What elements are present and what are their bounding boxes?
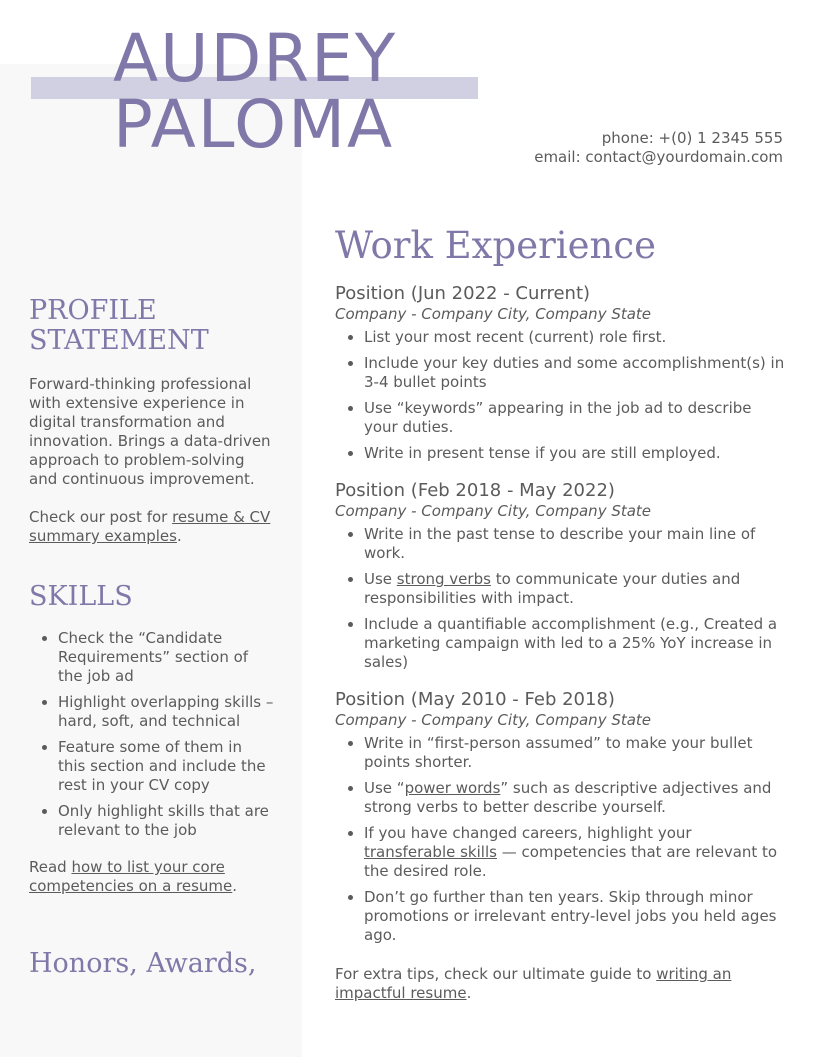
core-competencies-link[interactable]: how to list your core competencies on a resume — [29, 858, 233, 895]
job-bullet: • Write in “first-person assumed” to make your bullet points shorter. — [364, 734, 785, 772]
honors-title: Honors, Awards, — [29, 948, 257, 979]
bullet-text: Use “ — [364, 779, 405, 797]
extra-tips-note — [335, 965, 785, 1003]
bullet-text: ” such as descriptive adjectives and strong verbs to better describe yourself. — [364, 779, 772, 816]
job-bullet: • Include your key duties and some accomplishment(s) in 3-4 bullet points — [364, 354, 785, 392]
job-bullet: • Use “keywords” appearing in the job ad to describe your duties. — [364, 399, 785, 437]
skills-title: SKILLS — [29, 581, 133, 612]
sidebar — [29, 296, 274, 979]
read-prefix: Read — [29, 858, 72, 876]
job-bullets — [335, 328, 785, 463]
job-bullet: • Write in the past tense to describe your main line of work. — [364, 525, 785, 563]
work-experience-title: Work Experience — [335, 224, 656, 267]
profile-check-note — [29, 508, 274, 546]
skills-read-note — [29, 858, 274, 896]
bullet-text: If you have changed careers, highlight your — [364, 824, 692, 842]
skill-item: • Check the “Candidate Requirements” section of the job ad — [58, 629, 274, 686]
job-position: Position (Jun 2022 - Current) — [335, 283, 591, 304]
strong-verbs-link[interactable]: strong verbs — [396, 570, 491, 588]
transferable-skills-link[interactable]: transferable skills — [364, 843, 497, 861]
profile-title — [29, 296, 274, 356]
profile-text: Forward-thinking professional with extensive experience in digital transformation and innovation. Brings a data-driven approach to problem-solving and continuous improvement. — [29, 375, 271, 488]
bullet-text: — competencies that are relevant to the desired role. — [364, 843, 778, 880]
job-entry — [335, 689, 785, 945]
read-suffix: . — [232, 877, 238, 895]
job-bullets — [335, 734, 785, 945]
skills-list — [29, 629, 274, 840]
job-entry — [335, 283, 785, 463]
skill-item: • Feature some of them in this section and include the rest in your CV copy — [58, 738, 274, 795]
job-company: Company - Company City, Company State — [335, 711, 652, 729]
main-content — [335, 224, 785, 1003]
candidate-name — [113, 20, 398, 163]
impactful-resume-link[interactable]: writing an impactful resume — [335, 965, 732, 1002]
job-bullet: • Write in present tense if you are still employed. — [364, 444, 785, 463]
check-prefix: Check our post for — [29, 508, 173, 526]
last-name: PALOMA — [113, 86, 395, 163]
job-bullet: • Include a quantifiable accomplishment (e.g., Created a marketing campaign with led to a 25% YoY increase in sales) — [364, 615, 785, 672]
tips-suffix: . — [466, 984, 472, 1002]
bullet-text: to communicate your duties and responsibilities with impact. — [364, 570, 741, 607]
tips-prefix: For extra tips, check our ultimate guide to — [335, 965, 657, 983]
bullet-text: Use — [364, 570, 397, 588]
first-name: AUDREY — [113, 20, 398, 97]
job-bullets — [335, 525, 785, 672]
job-company: Company - Company City, Company State — [335, 305, 652, 323]
profile-title-line2: STATEMENT — [29, 325, 209, 356]
job-company: Company - Company City, Company State — [335, 502, 652, 520]
profile-title-line1: PROFILE — [29, 295, 157, 326]
job-entry — [335, 480, 785, 672]
skill-item: • Only highlight skills that are relevant to the job — [58, 802, 274, 840]
job-bullet: • Don’t go further than ten years. Skip through minor promotions or irrelevant entry-level jobs you held ages ago. — [364, 888, 785, 945]
job-bullet — [364, 779, 785, 817]
job-bullet — [364, 824, 785, 881]
power-words-link[interactable]: power words — [404, 779, 501, 797]
check-suffix: . — [176, 527, 182, 545]
job-position: Position (May 2010 - Feb 2018) — [335, 689, 615, 710]
job-bullet: • List your most recent (current) role first. — [364, 328, 785, 347]
phone-text: phone: +(0) 1 2345 555 — [601, 129, 783, 147]
job-bullet — [364, 570, 785, 608]
email-text: email: contact@yourdomain.com — [534, 148, 783, 166]
contact-info — [534, 129, 783, 167]
skill-item: • Highlight overlapping skills – hard, soft, and technical — [58, 693, 274, 731]
resume-summary-link[interactable]: resume & CV summary examples — [29, 508, 271, 545]
job-position: Position (Feb 2018 - May 2022) — [335, 480, 615, 501]
